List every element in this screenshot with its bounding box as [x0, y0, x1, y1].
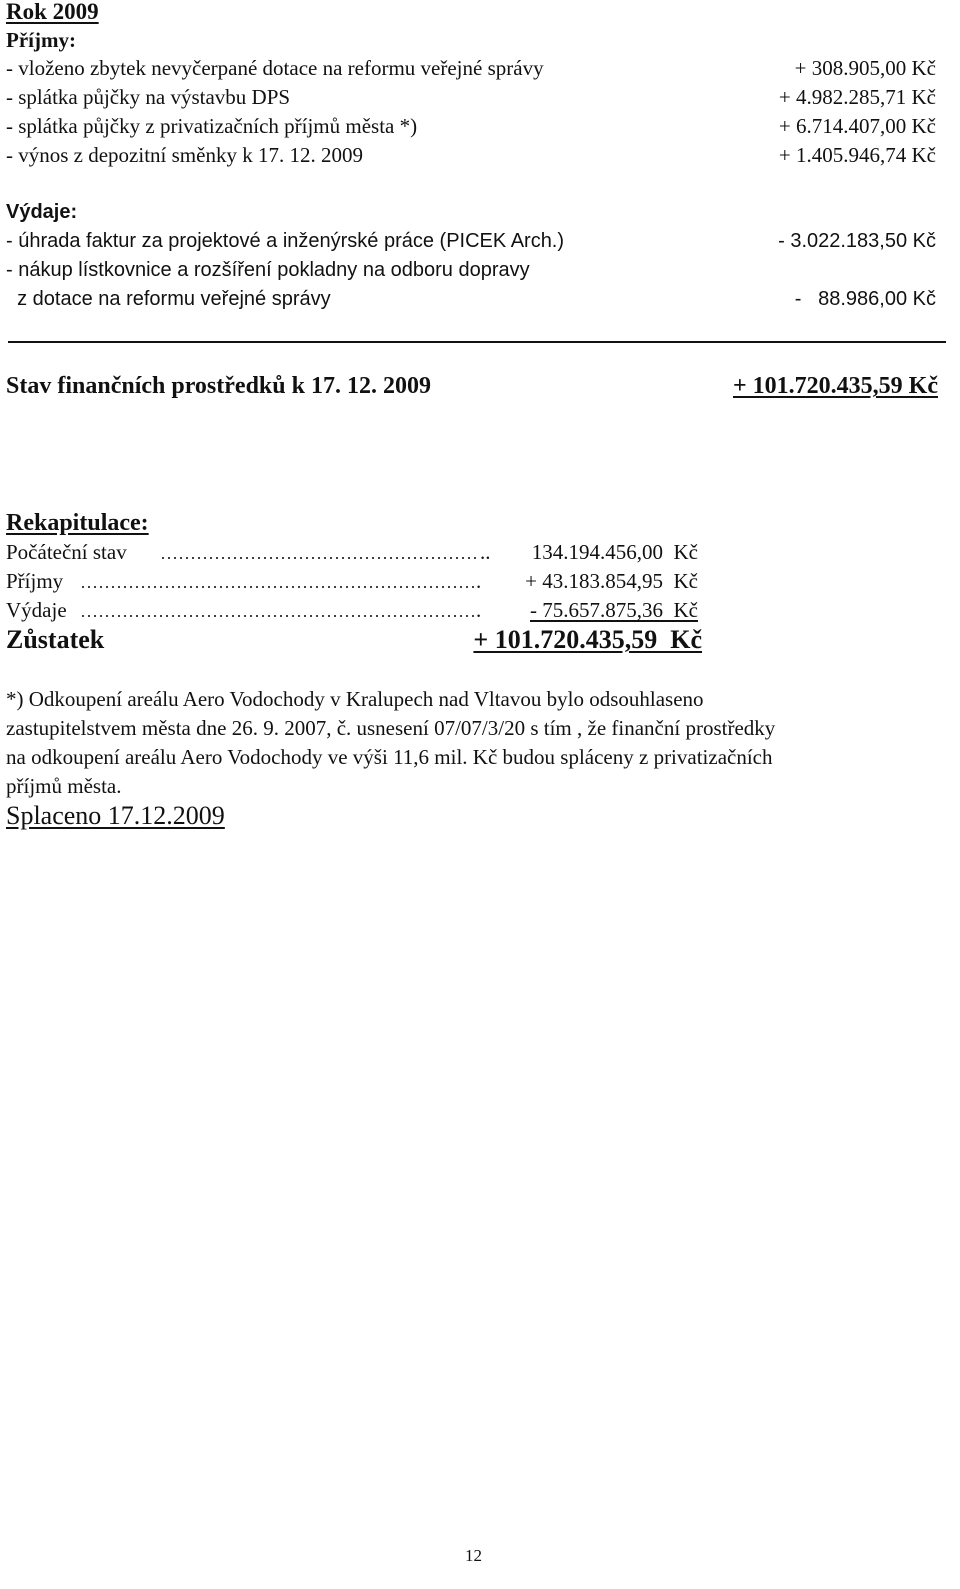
income-item-amount: + 308.905,00 Kč	[794, 56, 936, 80]
income-item-label: - vloženo zbytek nevyčerpané dotace na reformu veřejné správy	[6, 56, 544, 80]
recap-row-label: Výdaje	[6, 598, 67, 622]
leader-dots	[80, 586, 474, 588]
recap-row-amount: 134.194.456,00 Kč	[531, 540, 698, 564]
recap-row-dots-tail: .	[476, 569, 482, 593]
expense-item-label: - nákup lístkovnice a rozšíření pokladny na odboru dopravy	[6, 259, 530, 281]
income-item-label: - splátka půjčky na výstavbu DPS	[6, 85, 291, 109]
paid-date: Splaceno 17.12.2009	[6, 801, 225, 830]
income-item-label: - výnos z depozitní směnky k 17. 12. 2009	[6, 143, 363, 167]
income-item-amount: + 1.405.946,74 Kč	[778, 143, 936, 167]
recap-row-dots-tail: .	[476, 598, 482, 622]
note-line: zastupitelstvem města dne 26. 9. 2007, č. usnesení 07/07/3/20 s tím , že finanční prostředky	[6, 716, 776, 740]
year-heading: Rok 2009	[6, 0, 99, 24]
recap-row-dots-tail: ..	[480, 540, 491, 564]
expense-item-label: - úhrada faktur za projektové a inženýrské práce (PICEK Arch.)	[6, 230, 565, 252]
expense-item-amount: - 3.022.183,50 Kč	[778, 230, 936, 252]
summary-divider	[8, 341, 946, 343]
recap-row-label: Příjmy	[6, 569, 64, 593]
expense-item-label: z dotace na reformu veřejné správy	[6, 288, 331, 310]
note-line: na odkoupení areálu Aero Vodochody ve výši 11,6 mil. Kč budou spláceny z privatizačních	[6, 745, 773, 769]
recap-row-label: Počáteční stav	[6, 540, 127, 564]
income-heading: Příjmy:	[6, 28, 76, 52]
income-item-label: - splátka půjčky z privatizačních příjmů města *)	[6, 114, 418, 138]
recap-heading: Rekapitulace:	[6, 510, 149, 536]
note-line: příjmů města.	[6, 774, 122, 798]
recap-total-amount: + 101.720.435,59 Kč	[473, 625, 702, 654]
expense-item-amount: - 88.986,00 Kč	[794, 288, 936, 310]
recap-total-label: Zůstatek	[6, 625, 105, 654]
recap-row-amount: + 43.183.854,95 Kč	[525, 569, 698, 593]
leader-dots	[80, 615, 474, 617]
recap-row-amount: - 75.657.875,36 Kč	[530, 598, 698, 622]
leader-dots	[160, 557, 478, 559]
income-item-amount: + 4.982.285,71 Kč	[778, 85, 936, 109]
income-item-amount: + 6.714.407,00 Kč	[778, 114, 936, 138]
note-line: *) Odkoupení areálu Aero Vodochody v Kralupech nad Vltavou bylo odsouhlaseno	[6, 687, 704, 711]
page-number: 12	[465, 1546, 482, 1565]
expenses-heading: Výdaje:	[6, 201, 78, 223]
balance-label: Stav finančních prostředků k 17. 12. 2009	[6, 373, 431, 399]
balance-amount: + 101.720.435,59 Kč	[733, 373, 938, 399]
